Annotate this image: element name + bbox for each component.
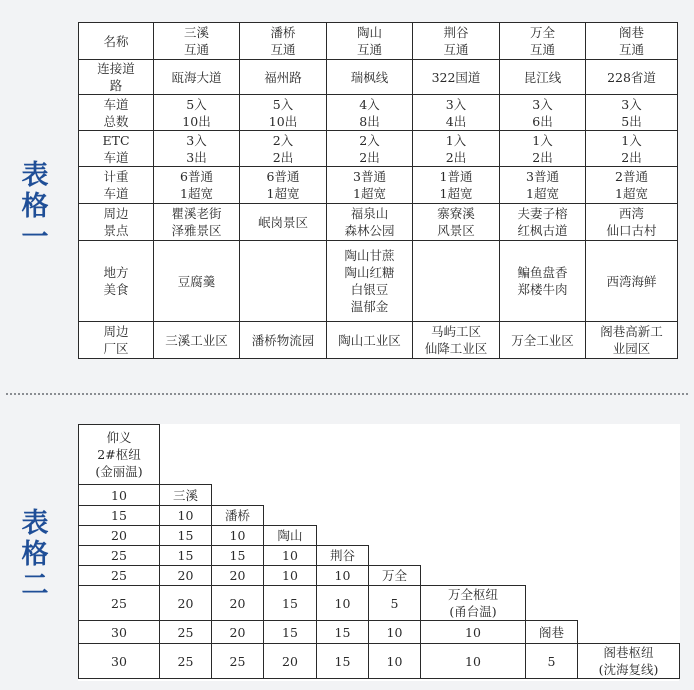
table-cell: 万全工业区 (500, 322, 586, 359)
table-row (79, 566, 680, 586)
distance-value: 20 (160, 566, 212, 586)
station-label: 阁巷枢纽 (沈海复线) (578, 644, 680, 679)
distance-value: 25 (79, 546, 160, 566)
blank-cell (578, 586, 680, 621)
table-row (79, 167, 678, 204)
origin-header: 仰义 2#枢纽 (金丽温) (79, 425, 160, 485)
table-cell: 1入 2出 (413, 131, 500, 167)
table-cell: 3入 4出 (413, 95, 500, 131)
table-cell (240, 241, 327, 322)
blank-cell (578, 621, 680, 644)
blank-cell (526, 506, 578, 526)
row-label: 计重 车道 (79, 167, 154, 204)
table-cell: 瓯海大道 (154, 60, 240, 95)
distance-value: 10 (317, 586, 369, 621)
blank-cell (369, 425, 421, 485)
distance-value: 15 (317, 621, 369, 644)
blank-cell (578, 546, 680, 566)
blank-cell (212, 425, 264, 485)
distance-value: 10 (79, 485, 160, 506)
distance-value: 15 (264, 586, 317, 621)
distance-value: 20 (212, 586, 264, 621)
table-cell: 瑞枫线 (327, 60, 413, 95)
distance-value: 25 (160, 621, 212, 644)
table-cell: 3入 3出 (154, 131, 240, 167)
row-label: 地方 美食 (79, 241, 154, 322)
table-two-title: 表 格 二 (21, 508, 49, 601)
table-cell: 陶山工业区 (327, 322, 413, 359)
blank-cell (264, 485, 317, 506)
column-header: 陶山 互通 (327, 23, 413, 60)
distance-value: 20 (160, 586, 212, 621)
distance-value: 25 (160, 644, 212, 679)
table-row (79, 621, 680, 644)
station-label: 万全枢纽 (甬台温) (421, 586, 526, 621)
blank-cell (369, 506, 421, 526)
blank-cell (578, 566, 680, 586)
blank-cell (578, 425, 680, 485)
blank-cell (212, 485, 264, 506)
table-one-title: 表 格 一 (21, 160, 49, 253)
blank-cell (369, 485, 421, 506)
table-cell: 3入 5出 (586, 95, 678, 131)
blank-cell (526, 586, 578, 621)
blank-cell (421, 485, 526, 506)
column-header: 阁巷 互通 (586, 23, 678, 60)
distance-value: 30 (79, 621, 160, 644)
distance-value: 15 (317, 644, 369, 679)
table-row (79, 322, 678, 359)
table-cell: 5入 10出 (154, 95, 240, 131)
column-header: 万全 互通 (500, 23, 586, 60)
blank-cell (526, 566, 578, 586)
table-cell: 马屿工区 仙降工业区 (413, 322, 500, 359)
distance-value: 10 (369, 644, 421, 679)
row-label: 周边 厂区 (79, 322, 154, 359)
table-cell: 2普通 1超宽 (586, 167, 678, 204)
distance-value: 20 (264, 644, 317, 679)
table-cell: 三溪工业区 (154, 322, 240, 359)
blank-cell (526, 425, 578, 485)
table-row (79, 546, 680, 566)
blank-cell (526, 546, 578, 566)
distance-value: 15 (79, 506, 160, 526)
table-cell: 潘桥物流园 (240, 322, 327, 359)
table-cell: 1普通 1超宽 (413, 167, 500, 204)
table-row (79, 204, 678, 241)
distance-value: 20 (212, 566, 264, 586)
distance-value: 20 (212, 621, 264, 644)
distance-matrix-table (78, 424, 680, 679)
blank-cell (526, 526, 578, 546)
distance-value: 25 (212, 644, 264, 679)
table-cell: 鳊鱼盘香 郑楼牛肉 (500, 241, 586, 322)
table-row (79, 506, 680, 526)
table-cell: 228省道 (586, 60, 678, 95)
blank-cell (317, 425, 369, 485)
distance-value: 15 (160, 546, 212, 566)
table-cell: 1入 2出 (500, 131, 586, 167)
table-cell: 陶山甘蔗 陶山红糖 白银豆 温郁金 (327, 241, 413, 322)
distance-value: 5 (526, 644, 578, 679)
table-cell: 豆腐羹 (154, 241, 240, 322)
distance-value: 10 (264, 546, 317, 566)
blank-cell (369, 526, 421, 546)
station-label: 阁巷 (526, 621, 578, 644)
table-cell: 瞿溪老街 泽雅景区 (154, 204, 240, 241)
table-row (79, 425, 680, 485)
distance-value: 10 (160, 506, 212, 526)
table-cell: 2入 2出 (327, 131, 413, 167)
blank-cell (317, 526, 369, 546)
blank-cell (578, 485, 680, 506)
distance-value: 25 (79, 566, 160, 586)
table-row (79, 131, 678, 167)
blank-cell (421, 566, 526, 586)
table-cell: 4入 8出 (327, 95, 413, 131)
blank-cell (421, 526, 526, 546)
table-cell: 福泉山 森林公园 (327, 204, 413, 241)
table-cell: 3普通 1超宽 (327, 167, 413, 204)
distance-value: 30 (79, 644, 160, 679)
table-row (79, 526, 680, 546)
row-label: ETC 车道 (79, 131, 154, 167)
distance-value: 15 (212, 546, 264, 566)
table-cell: 2入 2出 (240, 131, 327, 167)
distance-value: 10 (264, 566, 317, 586)
table-row (79, 644, 680, 679)
column-header: 名称 (79, 23, 154, 60)
table-cell: 昆江线 (500, 60, 586, 95)
distance-value: 15 (264, 621, 317, 644)
table-cell: 岷岗景区 (240, 204, 327, 241)
table-cell: 西湾海鲜 (586, 241, 678, 322)
distance-value: 5 (369, 586, 421, 621)
distance-value: 10 (317, 566, 369, 586)
table-cell: 3普通 1超宽 (500, 167, 586, 204)
table-cell: 322国道 (413, 60, 500, 95)
interchange-info-table (78, 22, 678, 359)
column-header: 三溪 互通 (154, 23, 240, 60)
table-cell: 3入 6出 (500, 95, 586, 131)
table-row (79, 241, 678, 322)
blank-cell (421, 425, 526, 485)
distance-value: 20 (79, 526, 160, 546)
table-cell (413, 241, 500, 322)
blank-cell (160, 425, 212, 485)
table-cell: 5入 10出 (240, 95, 327, 131)
distance-value: 10 (421, 621, 526, 644)
distance-value: 10 (369, 621, 421, 644)
table-header-row (79, 23, 678, 60)
distance-value: 10 (421, 644, 526, 679)
station-label: 荆谷 (317, 546, 369, 566)
station-label: 三溪 (160, 485, 212, 506)
station-label: 万全 (369, 566, 421, 586)
table-row (79, 95, 678, 131)
table-row (79, 60, 678, 95)
table-cell: 夫妻子榕 红枫古道 (500, 204, 586, 241)
blank-cell (264, 425, 317, 485)
row-label: 连接道 路 (79, 60, 154, 95)
blank-cell (369, 546, 421, 566)
table-cell: 6普通 1超宽 (154, 167, 240, 204)
table-row (79, 586, 680, 621)
table-cell: 寨寮溪 风景区 (413, 204, 500, 241)
table-cell: 阁巷高新工 业园区 (586, 322, 678, 359)
blank-cell (526, 485, 578, 506)
column-header: 潘桥 互通 (240, 23, 327, 60)
distance-value: 10 (212, 526, 264, 546)
distance-value: 15 (160, 526, 212, 546)
distance-value: 25 (79, 586, 160, 621)
section-divider (6, 393, 688, 395)
table-cell: 6普通 1超宽 (240, 167, 327, 204)
blank-cell (421, 506, 526, 526)
blank-cell (317, 506, 369, 526)
table-cell: 西湾 仙口古村 (586, 204, 678, 241)
station-label: 潘桥 (212, 506, 264, 526)
blank-cell (317, 485, 369, 506)
table-cell: 福州路 (240, 60, 327, 95)
table-cell: 1入 2出 (586, 131, 678, 167)
row-label: 车道 总数 (79, 95, 154, 131)
blank-cell (578, 526, 680, 546)
table-row (79, 485, 680, 506)
blank-cell (578, 506, 680, 526)
station-label: 陶山 (264, 526, 317, 546)
blank-cell (421, 546, 526, 566)
blank-cell (264, 506, 317, 526)
column-header: 荆谷 互通 (413, 23, 500, 60)
row-label: 周边 景点 (79, 204, 154, 241)
